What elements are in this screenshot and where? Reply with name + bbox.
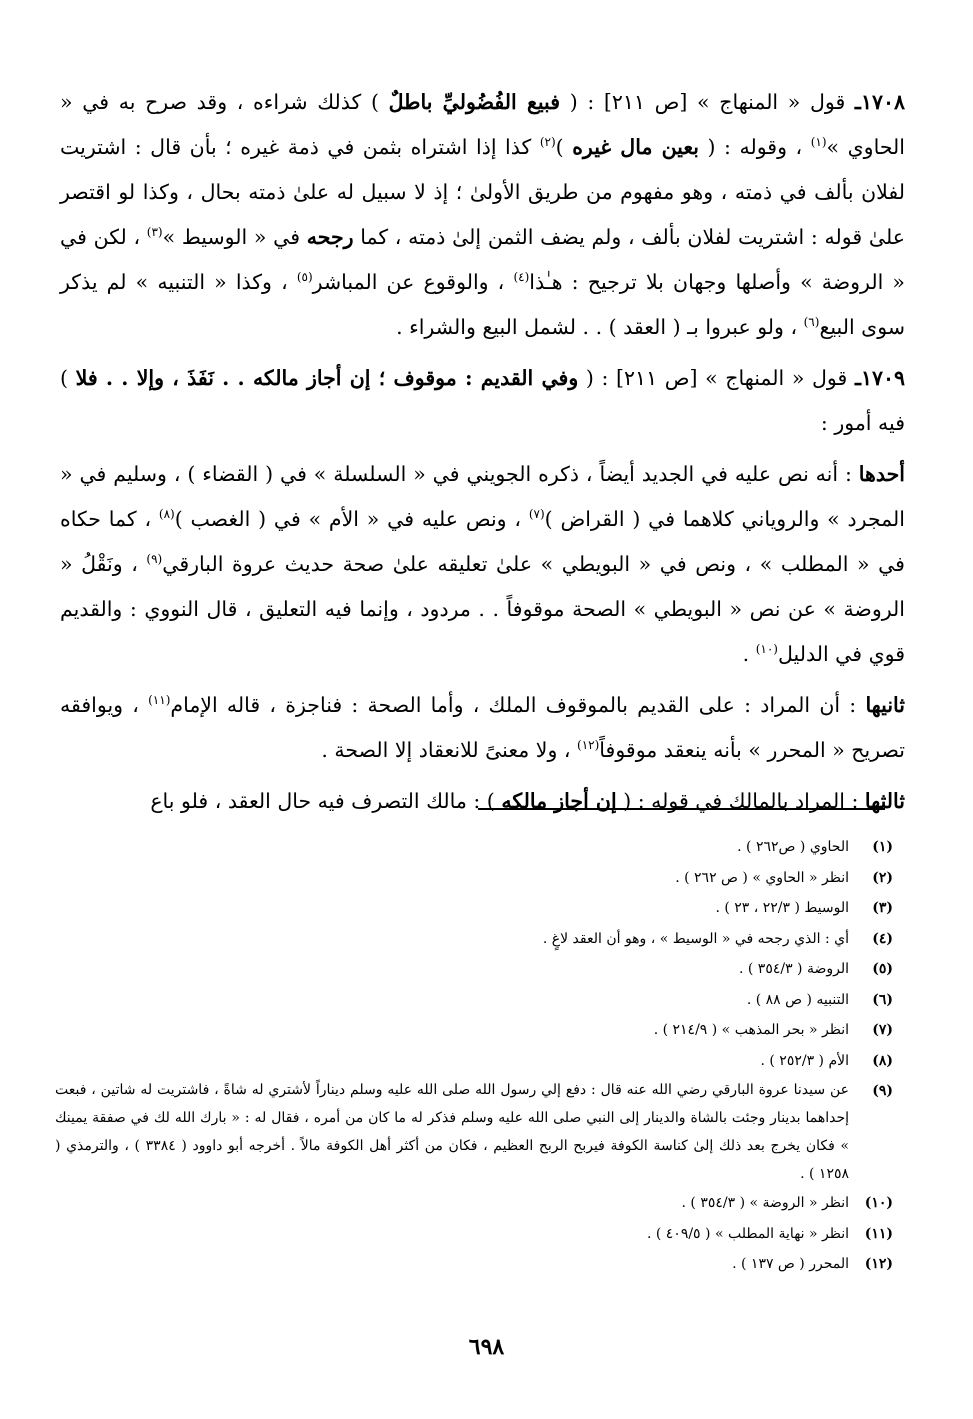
footnote-ref[interactable]: (٤) <box>513 270 530 285</box>
footnote-2 <box>55 863 893 894</box>
text-run: ، والوقوع عن المباشر <box>312 270 505 294</box>
text-run: ) كذلك شراءه ، وقد صرح به في « الحاوي » <box>60 90 905 159</box>
bold-word: رجحه <box>306 225 354 249</box>
text-run: : أنه نص عليه في الجديد أيضاً ، ذكره الجويني في « السلسلة » في ( القضاء ) ، وسليم في « المجرد » والروياني كلاهما في ( القراض ) <box>60 462 905 531</box>
text-run: ) <box>555 135 564 159</box>
text-run: كذا إذا اشتراه بثمن في ذمة غيره ؛ بأن قال : اشتريت لفلان بألف في ذمته ، وهو مفهوم من طريق الأولىٰ ؛ إذ لا سبيل له علىٰ ذمته بحال ، وكذا لو اقتصر علىٰ قوله : اشتريت لفلان بألف ، ولم يضف الثمن إلىٰ ذمته ، كما <box>60 135 905 249</box>
footnote-number: (٤) <box>872 930 893 947</box>
quoted-text: فبيع الفُضُوليِّ باطلٌ <box>388 90 561 114</box>
footnote-ref[interactable]: (٣) <box>146 225 163 240</box>
quoted-text: إن أجاز مالكه <box>501 789 617 813</box>
footnote-ref[interactable]: (٨) <box>158 507 175 522</box>
issue-number: ١٧٠٨ـ <box>854 90 905 114</box>
footnote-number: (٩) <box>872 1083 893 1099</box>
text-run: ، وقوله : ( <box>707 135 803 159</box>
issue-number: ١٧٠٩ـ <box>854 366 905 390</box>
footnote-3 <box>55 893 893 924</box>
footnote-5 <box>55 954 893 985</box>
footnote-ref[interactable]: (١) <box>810 135 827 150</box>
paragraph-1708 <box>60 80 905 350</box>
footnote-number: (١٢) <box>864 1256 893 1272</box>
paragraph-third-point <box>60 779 905 824</box>
footnotes-list <box>55 832 893 1280</box>
footnote-number: (٨) <box>872 1052 893 1069</box>
point-heading: ثالثها <box>864 789 905 813</box>
footnote-text: انظر « الروضة » ( ٣٥٤/٣ ) . <box>681 1195 849 1211</box>
paragraph-second-point <box>60 683 905 773</box>
point-heading: أحدها <box>858 462 905 486</box>
text-run: ) : مالك التصرف فيه حال العقد ، فلو باع <box>150 789 495 813</box>
main-text <box>60 80 905 830</box>
footnote-ref[interactable]: (٧) <box>528 507 545 522</box>
footnote-11 <box>55 1219 893 1250</box>
footnote-text: انظر « الحاوي » ( ص ٢٦٢ ) . <box>675 869 849 886</box>
footnote-ref[interactable]: (٦) <box>803 315 820 330</box>
text-run: . <box>742 642 750 666</box>
quoted-text: وفي القديم : موقوف ؛ إن أجاز مالكه . . نَفَذَ ، وإلا . . فلا <box>75 366 579 390</box>
footnote-number: (٣) <box>872 900 893 916</box>
footnote-text: الوسيط ( ٢٢/٣ ، ٢٣ ) . <box>715 900 849 916</box>
footnote-text: انظر « نهاية المطلب » ( ٤٠٩/٥ ) . <box>646 1225 849 1242</box>
footnote-text: الحاوي ( ص٢٦٢ ) . <box>737 839 849 855</box>
footnote-text: المحرر ( ص ١٣٧ ) . <box>732 1256 849 1272</box>
footnote-ref[interactable]: (٢) <box>539 135 556 150</box>
text-run: في « الوسيط » <box>162 225 301 249</box>
paragraph-first-point <box>60 452 905 677</box>
text-run: ، ولا معنىً للانعقاد إلا الصحة . <box>321 738 571 762</box>
footnote-text: أي : الذي رجحه في « الوسيط » ، وهو أن العقد لاغٍ . <box>542 930 849 947</box>
footnote-number: (٥) <box>872 961 893 977</box>
text-run: ، كما حكاه في « المطلب » ، ونص في « البويطي » علىٰ تعليقه علىٰ صحة حديث عروة البارقي <box>60 507 905 576</box>
footnote-ref[interactable]: (١٢) <box>577 738 600 753</box>
footnote-number: (١١) <box>864 1225 893 1242</box>
footnote-12 <box>55 1249 893 1280</box>
footnote-number: (١٠) <box>864 1195 893 1211</box>
text-run: ، وكذا « التنبيه » لم يذكر سوى البيع <box>60 270 905 339</box>
text-run: قول « المنهاج » [ص ٢١١] : ( <box>585 366 848 390</box>
footnote-7 <box>55 1015 893 1046</box>
paragraph-1709 <box>60 356 905 446</box>
text-run: ، ولو عبروا بـ ( العقد ) . . لشمل البيع والشراء . <box>396 315 798 339</box>
point-heading: ثانيها <box>865 693 905 717</box>
footnote-8 <box>55 1046 893 1077</box>
text-run: ، ونَقْلُ « الروضة » عن نص « البويطي » الصحة موقوفاً . . مردود ، وإنما فيه التعليق ، قال النووي : والقديم قوي في الدليل <box>60 552 905 666</box>
footnote-ref[interactable]: (١٠) <box>755 642 778 657</box>
footnote-text: الأم ( ٢٥٢/٣ ) . <box>760 1052 849 1069</box>
quoted-text: بعين مال غيره <box>572 135 699 159</box>
text-run: قول « المنهاج » [ص ٢١١] : ( <box>569 90 846 114</box>
footnote-ref[interactable]: (١١) <box>148 693 171 708</box>
footnote-number: (٧) <box>872 1022 893 1038</box>
footnote-4 <box>55 924 893 955</box>
footnote-number: (٦) <box>872 991 893 1008</box>
footnote-text: عن سيدنا عروة البارقي رضي الله عنه قال : دفع إلي رسول الله صلى الله عليه وسلم ديناراً لأشتري له شاةً ، فاشتريت له شاتين ، فبعت إحداهما بدينار وجئت بالشاة والدينار إلى النبي صلى الله عليه وسلم فذكر له ما كان من أمره ، فقال له : « بارك الله لك في صفقة يمينك » فكان يخرج بعد ذلك إلىٰ كناسة الكوفة فيربح الربح العظيم ، فكان من أكثر أهل الكوفة مالاً . أخرجه أبو داوود ( ٣٣٨٤ ) ، والترمذي ( ١٢٥٨ ) . <box>55 1082 849 1182</box>
page-number: ٦٩٨ <box>468 1334 505 1360</box>
text-run: ) فيه أمور : <box>60 366 905 435</box>
footnote-6 <box>55 985 893 1016</box>
footnote-9 <box>55 1076 893 1188</box>
text-run: : أن المراد : على القديم بالموقوف الملك ، وأما الصحة : فناجزة ، قاله الإمام <box>170 693 857 717</box>
footnote-text: انظر « بحر المذهب » ( ٢١٤/٩ ) . <box>653 1022 849 1038</box>
text-run: ، لكن في « الروضة » وأصلها وجهان بلا ترجيح : هـٰذا <box>60 225 905 294</box>
footnote-separator <box>478 808 885 810</box>
footnote-1 <box>55 832 893 863</box>
text-run: ، ويوافقه تصريح « المحرر » بأنه ينعقد موقوفاً <box>60 693 905 762</box>
footnote-10 <box>55 1188 893 1219</box>
footnote-number: (٢) <box>872 869 893 886</box>
footnote-text: التنبيه ( ص ٨٨ ) . <box>746 991 849 1008</box>
footnote-text: الروضة ( ٣٥٤/٣ ) . <box>738 961 849 977</box>
text-run: : المراد بالمالك في قوله : ( <box>623 789 859 813</box>
footnote-number: (١) <box>872 839 893 855</box>
footnote-ref[interactable]: (٩) <box>146 552 163 567</box>
footnote-ref[interactable]: (٥) <box>296 270 313 285</box>
text-run: ، ونص عليه في « الأم » في ( الغصب ) <box>174 507 521 531</box>
